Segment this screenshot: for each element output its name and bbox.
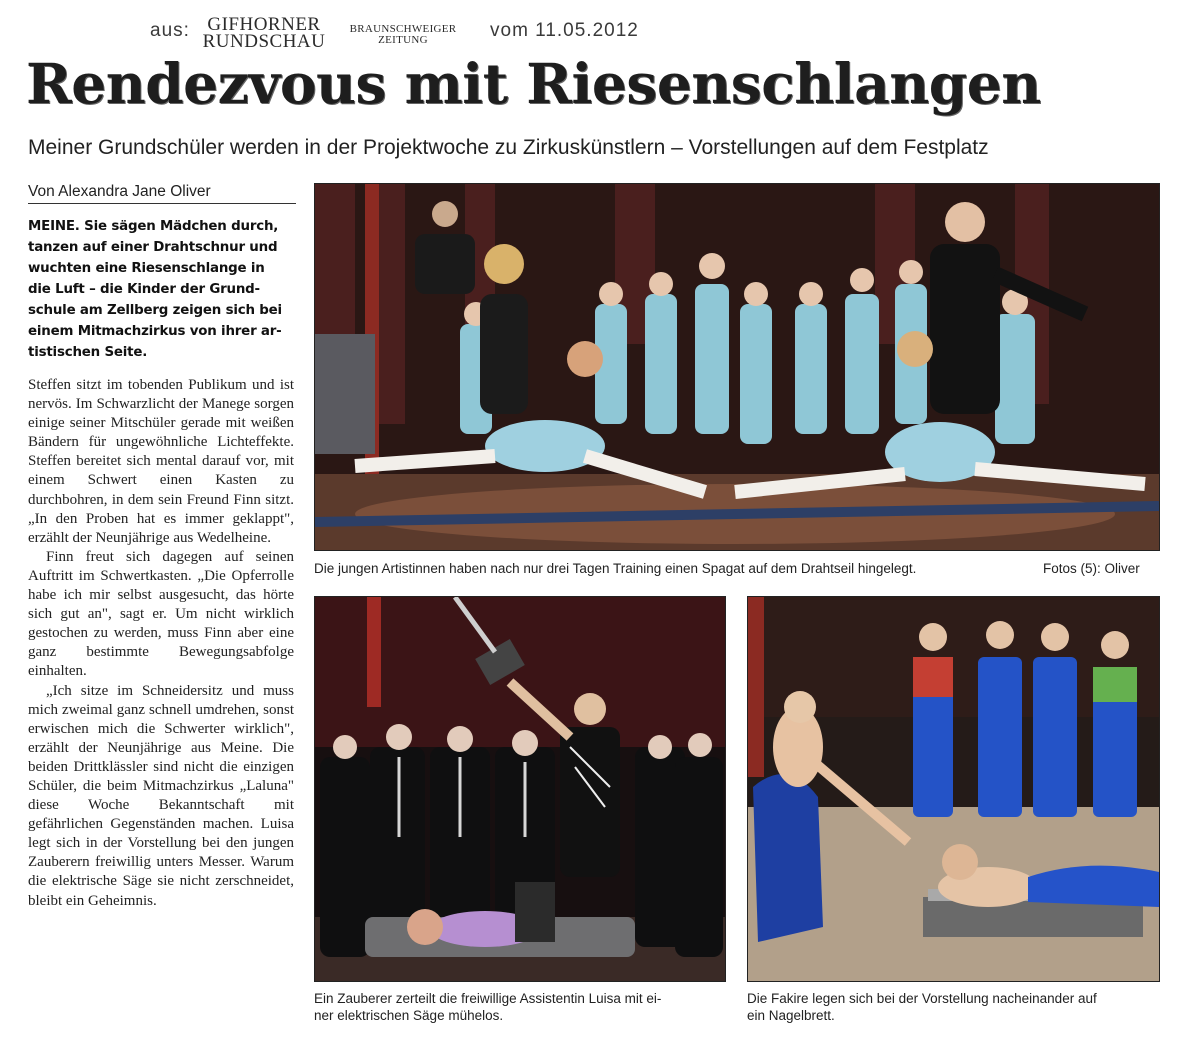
body-paragraph: Steffen sitzt im tobenden Publikum und ist nervös. Im Schwarzlicht der Manege sorgen einige seiner Mitschüler gerade mit weißen Bändern für ungewöhnliche Lichteffekte. Steffen bereitet sich mental darauf vor, mit einem Schwert einen Kasten zu durchbohren, in dem sein Freund Finn sitzt. „In den Proben hat es immer geklappt", erzählt der Neunjährige aus Wedelheine. xyxy=(28,377,294,546)
photo-magician-saw xyxy=(314,596,726,982)
photo-magician-saw-image xyxy=(315,597,725,981)
logo-zeitung: ZEITUNG xyxy=(378,34,428,46)
fakir-caption-line1: Die Fakire legen sich bei der Vorstellung nacheinander auf xyxy=(747,991,1097,1006)
lead-paragraph xyxy=(28,216,300,363)
body-paragraph: „Ich sitze im Schneidersitz und muss mich zweimal ganz schnell umdrehen, sonst erwischen mich die Schwerter wirklich", erzählt der Neunjährige aus Meine. Die beiden Drittklässler sind nicht die einzigen Schüler, die beim Mitmachzirkus „Laluna" diese Woche Bekanntschaft mit gefährlichen Gegenständen machen. Luisa legt sich in der Vorstellung bei den jungen Zauberern freiwillig unters Messer. Warum die elektrische Säge sie nicht zerschneidet, bleibt ein Geheimnis. xyxy=(28,682,294,909)
lead-line: MEINE. Sie sägen Mädchen durch, xyxy=(28,219,279,234)
logo-rundschau: RUNDSCHAU xyxy=(202,31,326,52)
main-photo-caption: Die jungen Artistinnen haben nach nur drei Tagen Training einen Spagat auf dem Drahtseil hingelegt. xyxy=(314,561,917,576)
braunschweiger-zeitung-logo xyxy=(338,24,468,46)
fakir-caption-line2: ein Nagelbrett. xyxy=(747,1008,835,1023)
byline: Von Alexandra Jane Oliver xyxy=(28,183,296,204)
magician-caption-line1: Ein Zauberer zerteilt die freiwillige Assistentin Luisa mit ei- xyxy=(314,991,662,1006)
headline: Rendezvous mit Riesenschlangen xyxy=(26,51,1041,116)
gifhorner-rundschau-logo xyxy=(200,16,328,50)
logo-braunschweiger: BRAUNSCHWEIGER xyxy=(349,23,457,35)
photo-tightrope-splits-image xyxy=(315,184,1159,550)
lead-line: schule am Zellberg zeigen sich bei xyxy=(28,303,282,318)
magician-caption-line2: ner elektrischen Säge mühelos. xyxy=(314,1008,504,1023)
lead-line: tistischen Seite. xyxy=(28,345,148,360)
body-paragraph: Finn freut sich dagegen auf seinen Auftritt im Schwertkasten. „Die Opferrolle habe ich mir selbst ausgesucht, das hörte sich gut an", sagt er. Um nicht wirklich gestochen zu werden, muss Finn aber eine ganz bestimmte Bewegungsabfolge einhalten. xyxy=(28,548,294,680)
issue-date: vom 11.05.2012 xyxy=(490,20,639,41)
article-body xyxy=(28,376,294,911)
photo-fakir-bed-of-nails xyxy=(747,596,1160,982)
photo-fakir-bed-of-nails-image xyxy=(748,597,1159,981)
lead-line: wuchten eine Riesenschlange in xyxy=(28,261,265,276)
lead-line: die Luft – die Kinder der Grund- xyxy=(28,282,260,297)
logo-gifhorner: GIFHORNER xyxy=(207,14,321,35)
lead-line: tanzen auf einer Drahtschnur und xyxy=(28,240,278,255)
lead-line: einem Mitmachzirkus von ihrer ar- xyxy=(28,324,282,339)
subheadline: Meiner Grundschüler werden in der Projektwoche zu Zirkuskünstlern – Vorstellungen auf dem Festplatz xyxy=(28,136,989,159)
source-prefix: aus: xyxy=(150,20,190,41)
photo-tightrope-splits xyxy=(314,183,1160,551)
photo-credit: Fotos (5): Oliver xyxy=(1043,561,1140,576)
